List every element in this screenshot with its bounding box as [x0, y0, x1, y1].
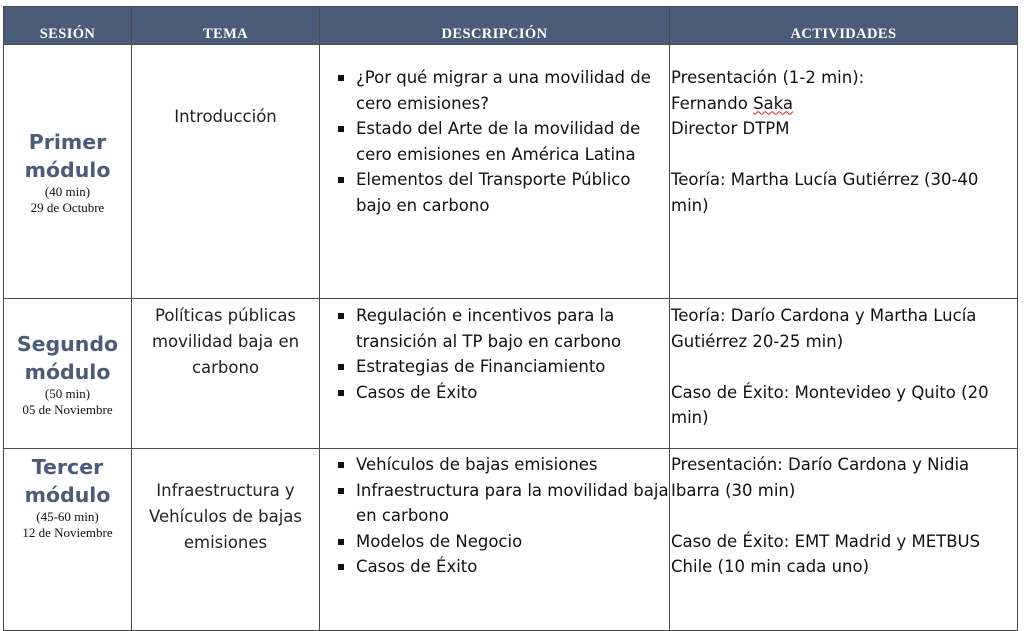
topic-line: Políticas públicas — [154, 306, 297, 325]
list-item: Estado del Arte de la movilidad de cero emisiones en América Latina — [320, 116, 669, 167]
session-cell — [4, 449, 132, 631]
module-name-line: módulo — [24, 483, 111, 507]
list-item: Estrategias de Financiamiento — [320, 354, 669, 380]
module-name-line: módulo — [24, 157, 111, 182]
header-sesion: SESIÓN — [4, 7, 132, 45]
module-duration: (40 min) — [44, 183, 91, 199]
header-tema: TEMA — [132, 7, 320, 45]
topic-line: emisiones — [183, 533, 268, 552]
activities-cell — [670, 299, 1018, 449]
spacer — [671, 354, 1017, 380]
table-row-segundo-modulo — [4, 299, 1018, 449]
description-list — [320, 65, 669, 218]
module-duration: (50 min) — [44, 385, 91, 401]
list-item: Casos de Éxito — [320, 554, 669, 580]
presenter-last-name: Saka — [753, 93, 794, 113]
table-row-primer-modulo — [4, 45, 1018, 299]
module-date: 29 de Octubre — [30, 199, 105, 215]
description-cell — [320, 45, 670, 299]
list-item: Regulación e incentivos para la transición al TP bajo en carbono — [320, 303, 669, 354]
topic-line: Vehículos de bajas — [149, 507, 302, 526]
module-name-line: Tercer — [31, 455, 104, 479]
topic-line: carbono — [191, 358, 260, 377]
activity-teoria: Teoría: Martha Lucía Gutiérrez (30-40 min) — [671, 170, 979, 215]
session-cell — [4, 45, 132, 299]
description-cell — [320, 299, 670, 449]
activity-teoria: Teoría: Darío Cardona y Martha Lucía Gutiérrez 20-25 min) — [671, 306, 977, 351]
list-item: Vehículos de bajas emisiones — [320, 452, 669, 478]
topic-cell — [132, 449, 320, 631]
list-item: Casos de Éxito — [320, 380, 669, 406]
topic-line: Introducción — [174, 107, 277, 126]
topic-line: Infraestructura y — [156, 481, 295, 500]
presenter-first-name: Fernando — [671, 93, 748, 113]
header-actividades: ACTIVIDADES — [670, 7, 1018, 45]
module-name-line: módulo — [24, 359, 111, 384]
list-item: Infraestructura para la movilidad baja en carbono — [320, 478, 669, 529]
module-date: 05 de Noviembre — [22, 401, 113, 417]
description-list — [320, 303, 669, 405]
list-item: Modelos de Negocio — [320, 529, 669, 555]
activity-presenter — [671, 91, 1017, 117]
topic-cell — [132, 299, 320, 449]
activity-presentation-label: Presentación (1-2 min): — [671, 68, 865, 87]
activity-caso-exito: Caso de Éxito: Montevideo y Quito (20 min) — [671, 382, 989, 427]
list-item: ¿Por qué migrar a una movilidad de cero emisiones? — [320, 65, 669, 116]
description-list — [320, 452, 669, 580]
activity-presentation: Presentación: Darío Cardona y Nidia Ibarra (30 min) — [671, 455, 970, 500]
topic-cell — [132, 45, 320, 299]
activity-presenter-role: Director DTPM — [671, 119, 790, 138]
header-row — [4, 7, 1018, 45]
module-name-line: Primer — [28, 129, 107, 154]
table-row-tercer-modulo — [4, 449, 1018, 631]
module-date: 12 de Noviembre — [22, 525, 113, 540]
module-duration: (45-60 min) — [36, 509, 99, 524]
topic-line: movilidad baja en — [151, 332, 300, 351]
description-cell — [320, 449, 670, 631]
schedule-table — [3, 6, 1018, 631]
spacer — [671, 142, 1017, 168]
session-cell — [4, 299, 132, 449]
module-name-line: Segundo — [16, 331, 119, 356]
activities-cell — [670, 45, 1018, 299]
header-descripcion: DESCRIPCIÓN — [320, 7, 670, 45]
spacer — [671, 503, 1017, 529]
list-item: Elementos del Transporte Público bajo en carbono — [320, 167, 669, 218]
activities-cell — [670, 449, 1018, 631]
activity-caso-exito: Caso de Éxito: EMT Madrid y METBUS Chile (10 min cada uno) — [671, 531, 981, 576]
